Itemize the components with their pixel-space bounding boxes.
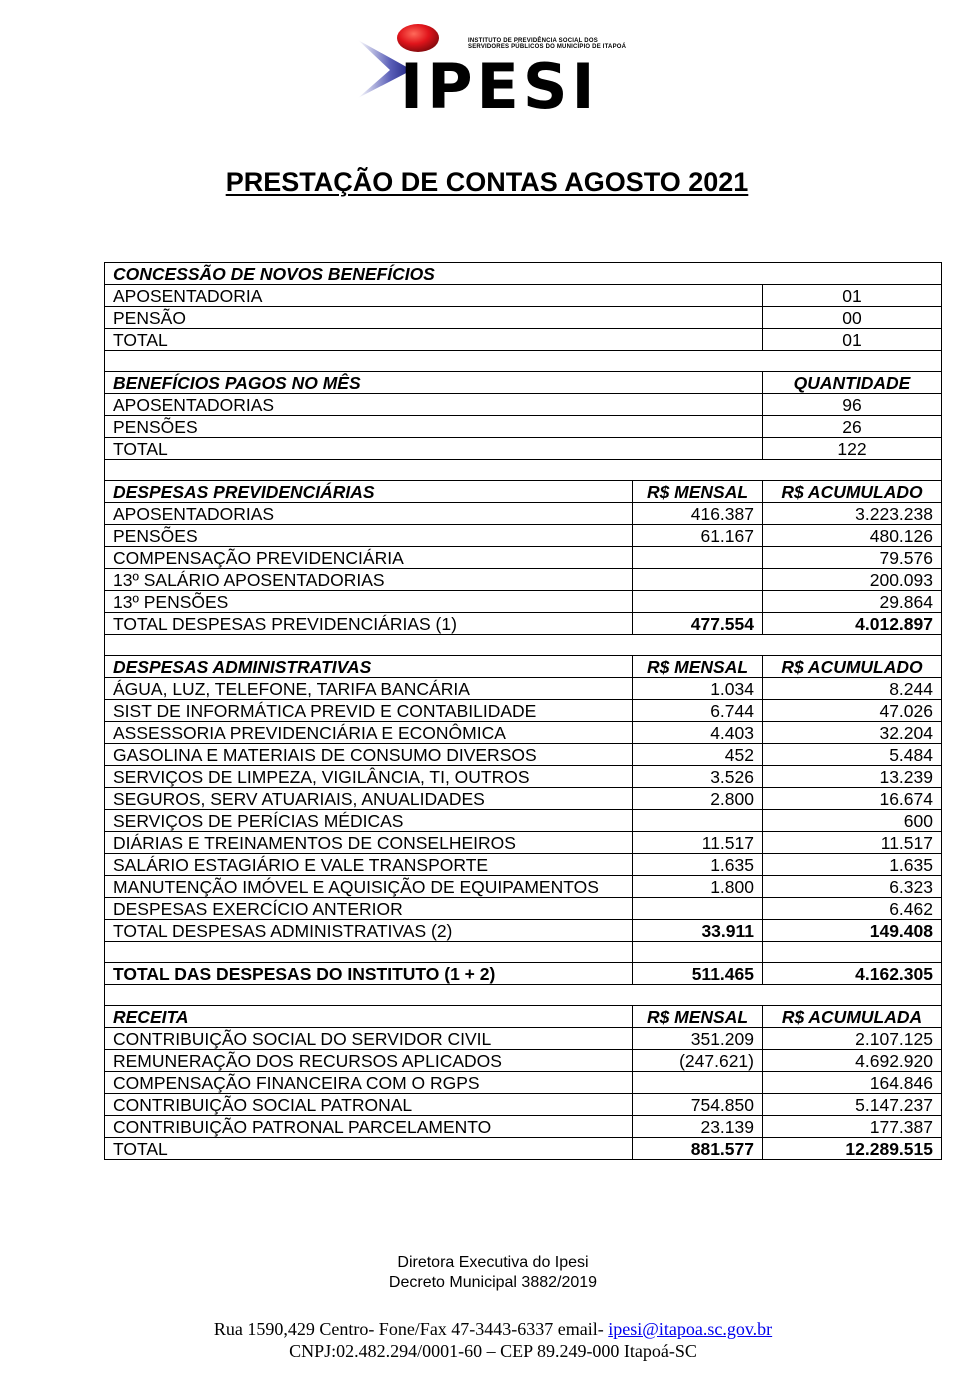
row-value: 01 <box>763 329 942 351</box>
row-label: 13º PENSÕES <box>105 591 633 613</box>
adm-total-row <box>105 920 942 942</box>
receita-total-label: TOTAL <box>105 1138 633 1160</box>
spacer-cell <box>105 635 942 656</box>
spacer-row <box>105 942 942 963</box>
page-title-wrap <box>0 167 974 198</box>
row-mensal: 3.526 <box>633 766 763 788</box>
row-mensal: (247.621) <box>633 1050 763 1072</box>
adm-total-acumulado: 149.408 <box>763 920 942 942</box>
table-row <box>105 876 942 898</box>
report-table <box>104 262 942 1160</box>
row-mensal <box>633 591 763 613</box>
row-mensal: 754.850 <box>633 1094 763 1116</box>
row-mensal: 4.403 <box>633 722 763 744</box>
row-label: 13º SALÁRIO APOSENTADORIAS <box>105 569 633 591</box>
table-row <box>105 394 942 416</box>
row-acumulado: 600 <box>763 810 942 832</box>
mensal-col-header: R$ MENSAL <box>633 656 763 678</box>
row-mensal <box>633 569 763 591</box>
adm-header: DESPESAS ADMINISTRATIVAS <box>105 656 633 678</box>
table-row <box>105 678 942 700</box>
row-mensal: 1.034 <box>633 678 763 700</box>
adm-total-mensal: 33.911 <box>633 920 763 942</box>
grand-total-row <box>105 963 942 985</box>
beneficios-header: BENEFÍCIOS PAGOS NO MÊS <box>105 372 763 394</box>
row-label: PENSÕES <box>105 416 763 438</box>
email-link[interactable]: ipesi@itapoa.sc.gov.br <box>608 1319 773 1339</box>
cnpj-line: CNPJ:02.482.294/0001-60 – CEP 89.249-000 Itapoá-SC <box>289 1341 697 1361</box>
signature-role: Diretora Executiva do Ipesi <box>397 1254 589 1271</box>
row-acumulado: 6.323 <box>763 876 942 898</box>
logo-text: IPESI <box>400 50 599 113</box>
row-label: COMPENSAÇÃO PREVIDENCIÁRIA <box>105 547 633 569</box>
concessao-header-row <box>105 263 942 285</box>
row-label: SERVIÇOS DE PERÍCIAS MÉDICAS <box>105 810 633 832</box>
spacer-cell <box>105 942 633 963</box>
row-mensal <box>633 898 763 920</box>
table-row <box>105 591 942 613</box>
spacer-cell <box>105 460 942 481</box>
row-mensal <box>633 547 763 569</box>
table-row <box>105 525 942 547</box>
row-label: SALÁRIO ESTAGIÁRIO E VALE TRANSPORTE <box>105 854 633 876</box>
grand-total-acumulado: 4.162.305 <box>763 963 942 985</box>
row-mensal: 23.139 <box>633 1116 763 1138</box>
row-value: 26 <box>763 416 942 438</box>
row-label: CONTRIBUIÇÃO SOCIAL DO SERVIDOR CIVIL <box>105 1028 633 1050</box>
row-acumulado: 8.244 <box>763 678 942 700</box>
spacer-cell <box>105 985 942 1006</box>
logo-graphic <box>350 18 640 113</box>
grand-total-label: TOTAL DAS DESPESAS DO INSTITUTO (1 + 2) <box>105 963 633 985</box>
row-label: SERVIÇOS DE LIMPEZA, VIGILÂNCIA, TI, OUTROS <box>105 766 633 788</box>
table-row <box>105 744 942 766</box>
table-row <box>105 1050 942 1072</box>
receita-total-row <box>105 1138 942 1160</box>
row-label: PENSÃO <box>105 307 763 329</box>
logo-subtitle-line1: INSTITUTO DE PREVIDÊNCIA SOCIAL DOS <box>468 38 598 44</box>
row-label: CONTRIBUIÇÃO SOCIAL PATRONAL <box>105 1094 633 1116</box>
acumulado-col-header: R$ ACUMULADO <box>763 481 942 503</box>
table-row <box>105 788 942 810</box>
page-title: PRESTAÇÃO DE CONTAS AGOSTO 2021 <box>225 167 749 197</box>
row-label: GASOLINA E MATERIAIS DE CONSUMO DIVERSOS <box>105 744 633 766</box>
row-mensal: 416.387 <box>633 503 763 525</box>
receita-header-row <box>105 1006 942 1028</box>
row-mensal: 2.800 <box>633 788 763 810</box>
row-label: APOSENTADORIAS <box>105 503 633 525</box>
row-acumulado: 3.223.238 <box>763 503 942 525</box>
grand-total-mensal: 511.465 <box>633 963 763 985</box>
spacer-cell <box>105 351 942 372</box>
row-acumulado: 32.204 <box>763 722 942 744</box>
row-label: APOSENTADORIA <box>105 285 763 307</box>
row-label: PENSÕES <box>105 525 633 547</box>
row-acumulado: 79.576 <box>763 547 942 569</box>
signature-decree: Decreto Municipal 3882/2019 <box>388 1274 598 1291</box>
row-label: TOTAL <box>105 438 763 460</box>
row-acumulado: 200.093 <box>763 569 942 591</box>
table-row <box>105 285 942 307</box>
row-acumulado: 5.147.237 <box>763 1094 942 1116</box>
row-label: CONTRIBUIÇÃO PATRONAL PARCELAMENTO <box>105 1116 633 1138</box>
ipesi-logo <box>350 18 640 113</box>
row-label: APOSENTADORIAS <box>105 394 763 416</box>
row-label: ASSESSORIA PREVIDENCIÁRIA E ECONÔMICA <box>105 722 633 744</box>
row-acumulado: 164.846 <box>763 1072 942 1094</box>
row-acumulado: 2.107.125 <box>763 1028 942 1050</box>
receita-total-mensal: 881.577 <box>633 1138 763 1160</box>
prev-total-label: TOTAL DESPESAS PREVIDENCIÁRIAS (1) <box>105 613 633 635</box>
row-acumulado: 5.484 <box>763 744 942 766</box>
acumulado-col-header: R$ ACUMULADO <box>763 656 942 678</box>
table-row <box>105 438 942 460</box>
signature-block <box>0 1253 974 1293</box>
row-mensal: 1.800 <box>633 876 763 898</box>
mensal-col-header: R$ MENSAL <box>633 481 763 503</box>
row-value: 00 <box>763 307 942 329</box>
quantidade-col-header: QUANTIDADE <box>763 372 942 394</box>
row-mensal: 351.209 <box>633 1028 763 1050</box>
spacer-row <box>105 460 942 481</box>
row-mensal: 61.167 <box>633 525 763 547</box>
row-mensal <box>633 810 763 832</box>
table-row <box>105 1028 942 1050</box>
row-acumulado: 1.635 <box>763 854 942 876</box>
receita-total-acumulado: 12.289.515 <box>763 1138 942 1160</box>
table-row <box>105 416 942 438</box>
table-row <box>105 307 942 329</box>
row-acumulado: 16.674 <box>763 788 942 810</box>
row-acumulado: 13.239 <box>763 766 942 788</box>
row-value: 96 <box>763 394 942 416</box>
table-row <box>105 700 942 722</box>
receita-header: RECEITA <box>105 1006 633 1028</box>
spacer-row <box>105 635 942 656</box>
prev-header-row <box>105 481 942 503</box>
table-row <box>105 898 942 920</box>
row-acumulado: 11.517 <box>763 832 942 854</box>
spacer-row <box>105 985 942 1006</box>
row-mensal: 452 <box>633 744 763 766</box>
table-row <box>105 329 942 351</box>
table-row <box>105 810 942 832</box>
row-acumulado: 4.692.920 <box>763 1050 942 1072</box>
table-row <box>105 854 942 876</box>
row-label: SIST DE INFORMÁTICA PREVID E CONTABILIDADE <box>105 700 633 722</box>
logo-subtitle-line2: SERVIDORES PÚBLICOS DO MUNICÍPIO DE ITAPOÁ <box>468 44 627 50</box>
table-row <box>105 1072 942 1094</box>
prev-total-acumulado: 4.012.897 <box>763 613 942 635</box>
table-row <box>105 503 942 525</box>
concessao-header: CONCESSÃO DE NOVOS BENEFÍCIOS <box>105 263 942 285</box>
row-mensal: 6.744 <box>633 700 763 722</box>
row-label: MANUTENÇÃO IMÓVEL E AQUISIÇÃO DE EQUIPAMENTOS <box>105 876 633 898</box>
table-row <box>105 1094 942 1116</box>
row-label: ÁGUA, LUZ, TELEFONE, TARIFA BANCÁRIA <box>105 678 633 700</box>
row-label: SEGUROS, SERV ATUARIAIS, ANUALIDADES <box>105 788 633 810</box>
table-row <box>105 569 942 591</box>
address-line <box>0 1318 974 1340</box>
row-acumulado: 177.387 <box>763 1116 942 1138</box>
spacer-row <box>105 351 942 372</box>
row-label: COMPENSAÇÃO FINANCEIRA COM O RGPS <box>105 1072 633 1094</box>
row-acumulado: 480.126 <box>763 525 942 547</box>
spacer-cell <box>763 942 942 963</box>
row-label: DESPESAS EXERCÍCIO ANTERIOR <box>105 898 633 920</box>
adm-header-row <box>105 656 942 678</box>
row-acumulado: 6.462 <box>763 898 942 920</box>
prev-header: DESPESAS PREVIDENCIÁRIAS <box>105 481 633 503</box>
row-acumulado: 47.026 <box>763 700 942 722</box>
spacer-cell <box>633 942 763 963</box>
row-mensal: 1.635 <box>633 854 763 876</box>
table-row <box>105 832 942 854</box>
row-mensal: 11.517 <box>633 832 763 854</box>
row-acumulado: 29.864 <box>763 591 942 613</box>
table-row <box>105 547 942 569</box>
row-label: DIÁRIAS E TREINAMENTOS DE CONSELHEIROS <box>105 832 633 854</box>
row-value: 122 <box>763 438 942 460</box>
row-value: 01 <box>763 285 942 307</box>
beneficios-header-row <box>105 372 942 394</box>
address-text: Rua 1590,429 Centro- Fone/Fax 47-3443-6337 email- <box>213 1319 609 1339</box>
prev-total-row <box>105 613 942 635</box>
adm-total-label: TOTAL DESPESAS ADMINISTRATIVAS (2) <box>105 920 633 942</box>
table-row <box>105 766 942 788</box>
row-label: TOTAL <box>105 329 763 351</box>
logo-subtitle <box>468 38 626 50</box>
table-row <box>105 722 942 744</box>
row-label: REMUNERAÇÃO DOS RECURSOS APLICADOS <box>105 1050 633 1072</box>
acumulada-col-header: R$ ACUMULADA <box>763 1006 942 1028</box>
address-block <box>0 1318 974 1362</box>
row-mensal <box>633 1072 763 1094</box>
prev-total-mensal: 477.554 <box>633 613 763 635</box>
red-ball-shape <box>397 24 439 52</box>
table-row <box>105 1116 942 1138</box>
mensal-col-header: R$ MENSAL <box>633 1006 763 1028</box>
